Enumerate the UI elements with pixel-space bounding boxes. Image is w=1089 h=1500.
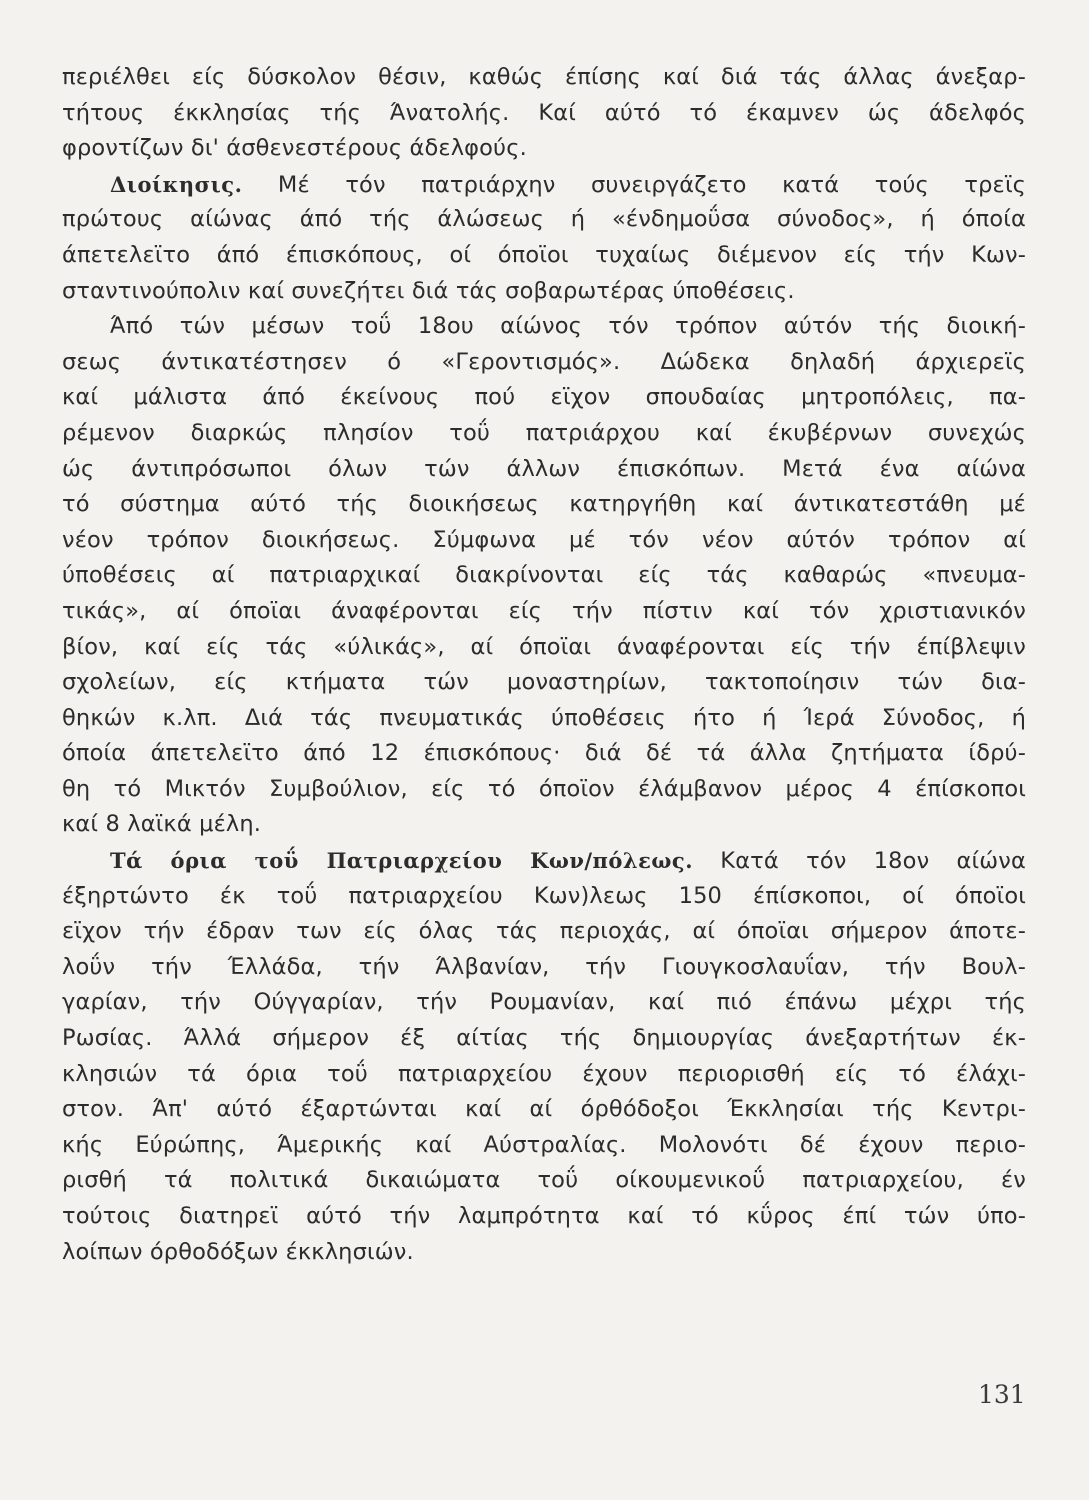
text-line: βίον, καί είς τάς «ύλικάς», αί όποϊαι άναφέρονται είς τήν έπίβλεψιν <box>62 633 1026 660</box>
text-run: Κατά τόν 18ον αίώνα <box>720 848 1026 875</box>
text-line: καί 8 λαϊκά μέλη. <box>62 811 262 838</box>
text-line: τικάς», αί όποϊαι άναφέρονται είς τήν πίστιν καί τόν χριστιανικόν <box>62 597 1026 624</box>
text-line: περιέλθει είς δύσκολον θέσιν, καθώς έπίσης καί διά τάς άλλας άνεξαρ- <box>62 64 1026 90</box>
text-line: γαρίαν, τήν Ούγγαρίαν, τήν Ρουμανίαν, καί πιό έπάνω μέχρι τής <box>62 989 1026 1016</box>
text-line: φροντίζων δι' άσθενεστέρους άδελφούς. <box>62 135 527 162</box>
section-heading-administration: Διοίκησις. <box>110 171 243 197</box>
text-line: σεως άντικατέστησεν ό «Γεροντισμός». Δώδεκα δηλαδή άρχιερεϊς <box>62 348 1026 375</box>
text-line: ύποθέσεις αί πατριαρχικαί διακρίνονται είς τάς καθαρώς «πνευμα- <box>62 562 1026 589</box>
text-line: πρώτους αίώνας άπό τής άλώσεως ή «ένδημοΰσα σύνοδος», ή όποία <box>62 206 1026 233</box>
text-line: θη τό Μικτόν Συμβούλιον, είς τό όποϊον έλάμβανον μέρος 4 έπίσκοποι <box>62 775 1026 802</box>
text-line: ρισθή τά πολιτικά δικαιώματα τοΰ οίκουμενικοΰ πατριαρχείου, έν <box>62 1167 1026 1194</box>
text-line: έξηρτώντο έκ τοΰ πατριαρχείου Κων)λεως 150 έπίσκοποι, οί όποϊοι <box>62 882 1026 909</box>
text-line: εϊχον τήν έδραν των είς όλας τάς περιοχάς, αί όποϊαι σήμερον άποτε- <box>62 918 1026 945</box>
page-body <box>62 60 1026 1270</box>
text-line: σχολείων, είς κτήματα τών μοναστηρίων, τακτοποίησιν τών δια- <box>62 669 1026 696</box>
text-run: Μέ τόν πατριάρχην συνειργάζετο κατά τούς τρεϊς <box>277 171 1026 198</box>
page-number: 131 <box>978 1380 1026 1409</box>
text-line: τούτοις διατηρεϊ αύτό τήν λαμπρότητα καί τό κΰρος έπί τών ύπο- <box>62 1203 1026 1229</box>
text-line: κλησιών τά όρια τοΰ πατριαρχείου έχουν περιορισθή είς τό έλάχι- <box>62 1060 1026 1087</box>
text-line: άπετελεϊτο άπό έπισκόπους, οί όποϊοι τυχαίως διέμενον είς τήν Κων- <box>62 241 1026 268</box>
text-line: νέον τρόπον διοικήσεως. Σύμφωνα μέ τόν νέον αύτόν τρόπον αί <box>62 526 1026 553</box>
text-line: θηκών κ.λπ. Διά τάς πνευματικάς ύποθέσεις ήτο ή Ίερά Σύνοδος, ή <box>62 704 1026 731</box>
text-line: ρέμενον διαρκώς πλησίον τοΰ πατριάρχου καί έκυβέρνων συνεχώς <box>62 419 1026 446</box>
text-line <box>62 843 1026 879</box>
text-line: κής Εύρώπης, Άμερικής καί Αύστραλίας. Μολονότι δέ έχουν περιο- <box>62 1131 1026 1158</box>
text-line: καί μάλιστα άπό έκείνους πού εϊχον σπουδαίας μητροπόλεις, πα- <box>62 384 1026 411</box>
text-line: λοΰν τήν Έλλάδα, τήν Άλβανίαν, τήν Γιουγκοσλαυΐαν, τήν Βουλ- <box>62 953 1026 980</box>
text-line: Άπό τών μέσων τοΰ 18ου αίώνος τόν τρόπον αύτόν τής διοική- <box>110 313 1026 340</box>
text-line: στον. Άπ' αύτό έξαρτώνται καί αί όρθόδοξοι Έκκλησίαι τής Κεντρι- <box>62 1096 1026 1123</box>
section-heading-boundaries: Τά όρια τοΰ Πατριαρχείου Κων/πόλεως. <box>110 848 694 874</box>
text-line: όποία άπετελεϊτο άπό 12 έπισκόπους· διά δέ τά άλλα ζητήματα ίδρύ- <box>62 740 1026 767</box>
text-line: σταντινούπολιν καί συνεζήτει διά τάς σοβαρωτέρας ύποθέσεις. <box>62 277 795 304</box>
text-line: τήτους έκκλησίας τής Άνατολής. Καί αύτό τό έκαμνεν ώς άδελφός <box>62 99 1026 126</box>
text-line: λοίπων όρθοδόξων έκκλησιών. <box>62 1238 414 1265</box>
text-line: ώς άντιπρόσωποι όλων τών άλλων έπισκόπων. Μετά ένα αίώνα <box>62 455 1026 482</box>
text-line: Ρωσίας. Άλλά σήμερον έξ αίτίας τής δημιουργίας άνεξαρτήτων έκ- <box>62 1025 1026 1052</box>
text-line: τό σύστημα αύτό τής διοικήσεως κατηργήθη καί άντικατεστάθη μέ <box>62 491 1026 518</box>
text-line <box>62 167 1026 203</box>
